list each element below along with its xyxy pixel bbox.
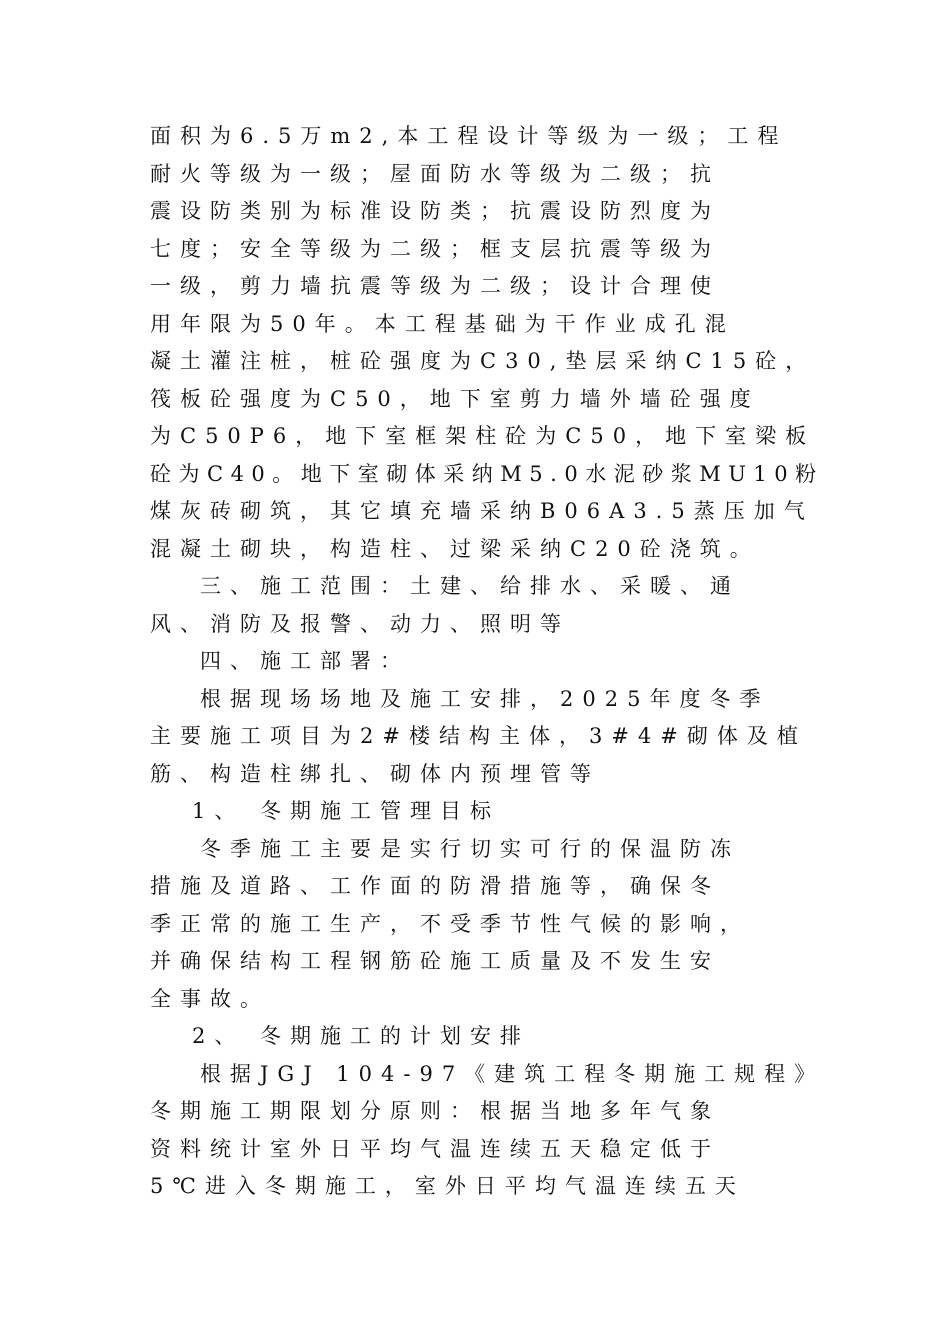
- paragraph-line: 资料统计室外日平均气温连续五天稳定低于: [150, 1136, 720, 1161]
- paragraph-line: 筋、构造柱绑扎、砌体内预埋管等: [150, 761, 600, 786]
- paragraph-line: 凝土灌注桩，桩砼强度为C30,垫层采纳C15砼，: [150, 349, 816, 373]
- section-heading-deployment: 四、施工部署：: [200, 649, 410, 673]
- document-body: [150, 118, 830, 1206]
- paragraph-line: 风、消防及报警、动力、照明等: [150, 611, 570, 636]
- paragraph-line: 冬季施工主要是实行切实可行的保温防冻: [200, 836, 740, 861]
- paragraph-line: 一级，剪力墙抗震等级为二级；设计合理使: [150, 274, 720, 298]
- paragraph-line: 煤灰砖砌筑，其它填充墙采纳B06A3.5蒸压加气: [150, 499, 814, 523]
- paragraph-line: 季正常的施工生产，不受季节性气候的影响，: [150, 911, 750, 936]
- paragraph-line: 耐火等级为一级；屋面防水等级为二级；抗: [150, 161, 720, 186]
- paragraph-line: 震设防类别为标准设防类；抗震设防烈度为: [150, 199, 720, 223]
- paragraph-line: 七度；安全等级为二级；框支层抗震等级为: [150, 236, 720, 261]
- paragraph-line: 为C50P6，地下室框架柱砼为C50，地下室梁板: [150, 424, 816, 448]
- paragraph-line: 全事故。: [150, 986, 270, 1011]
- paragraph-line: 混凝土砌块，构造柱、过梁采纳C20砼浇筑。: [150, 536, 760, 561]
- subheading-plan-arrangement: 2、 冬期施工的计划安排: [192, 1024, 531, 1048]
- paragraph-line: 筏板砼强度为C50，地下室剪力墙外墙砼强度: [150, 386, 760, 411]
- paragraph-line: 冬期施工期限划分原则：根据当地多年气象: [150, 1099, 720, 1123]
- paragraph-line: 5℃进入冬期施工，室外日平均气温连续五天: [150, 1174, 745, 1198]
- paragraph-line: 措施及道路、工作面的防滑措施等，确保冬: [150, 874, 720, 898]
- section-heading-scope: 三、施工范围：土建、给排水、采暖、通: [200, 574, 740, 598]
- subheading-management-goal: 1、 冬期施工管理目标: [192, 799, 501, 823]
- paragraph-line: 用年限为50年。本工程基础为干作业成孔混: [150, 311, 735, 336]
- paragraph-line: 并确保结构工程钢筋砼施工质量及不发生安: [150, 949, 720, 973]
- paragraph-line: 主要施工项目为2#楼结构主体，3#4#砌体及植: [150, 724, 807, 748]
- paragraph-line: 根据现场场地及施工安排，2025年度冬季: [200, 686, 770, 711]
- paragraph-line: 面积为6.5万m2,本工程设计等级为一级；工程: [150, 124, 788, 148]
- paragraph-line: 根据JGJ 104-97《建筑工程冬期施工规程》: [200, 1061, 825, 1086]
- paragraph-line: 砼为C40。地下室砌体采纳M5.0水泥砂浆MU10粉: [150, 461, 824, 486]
